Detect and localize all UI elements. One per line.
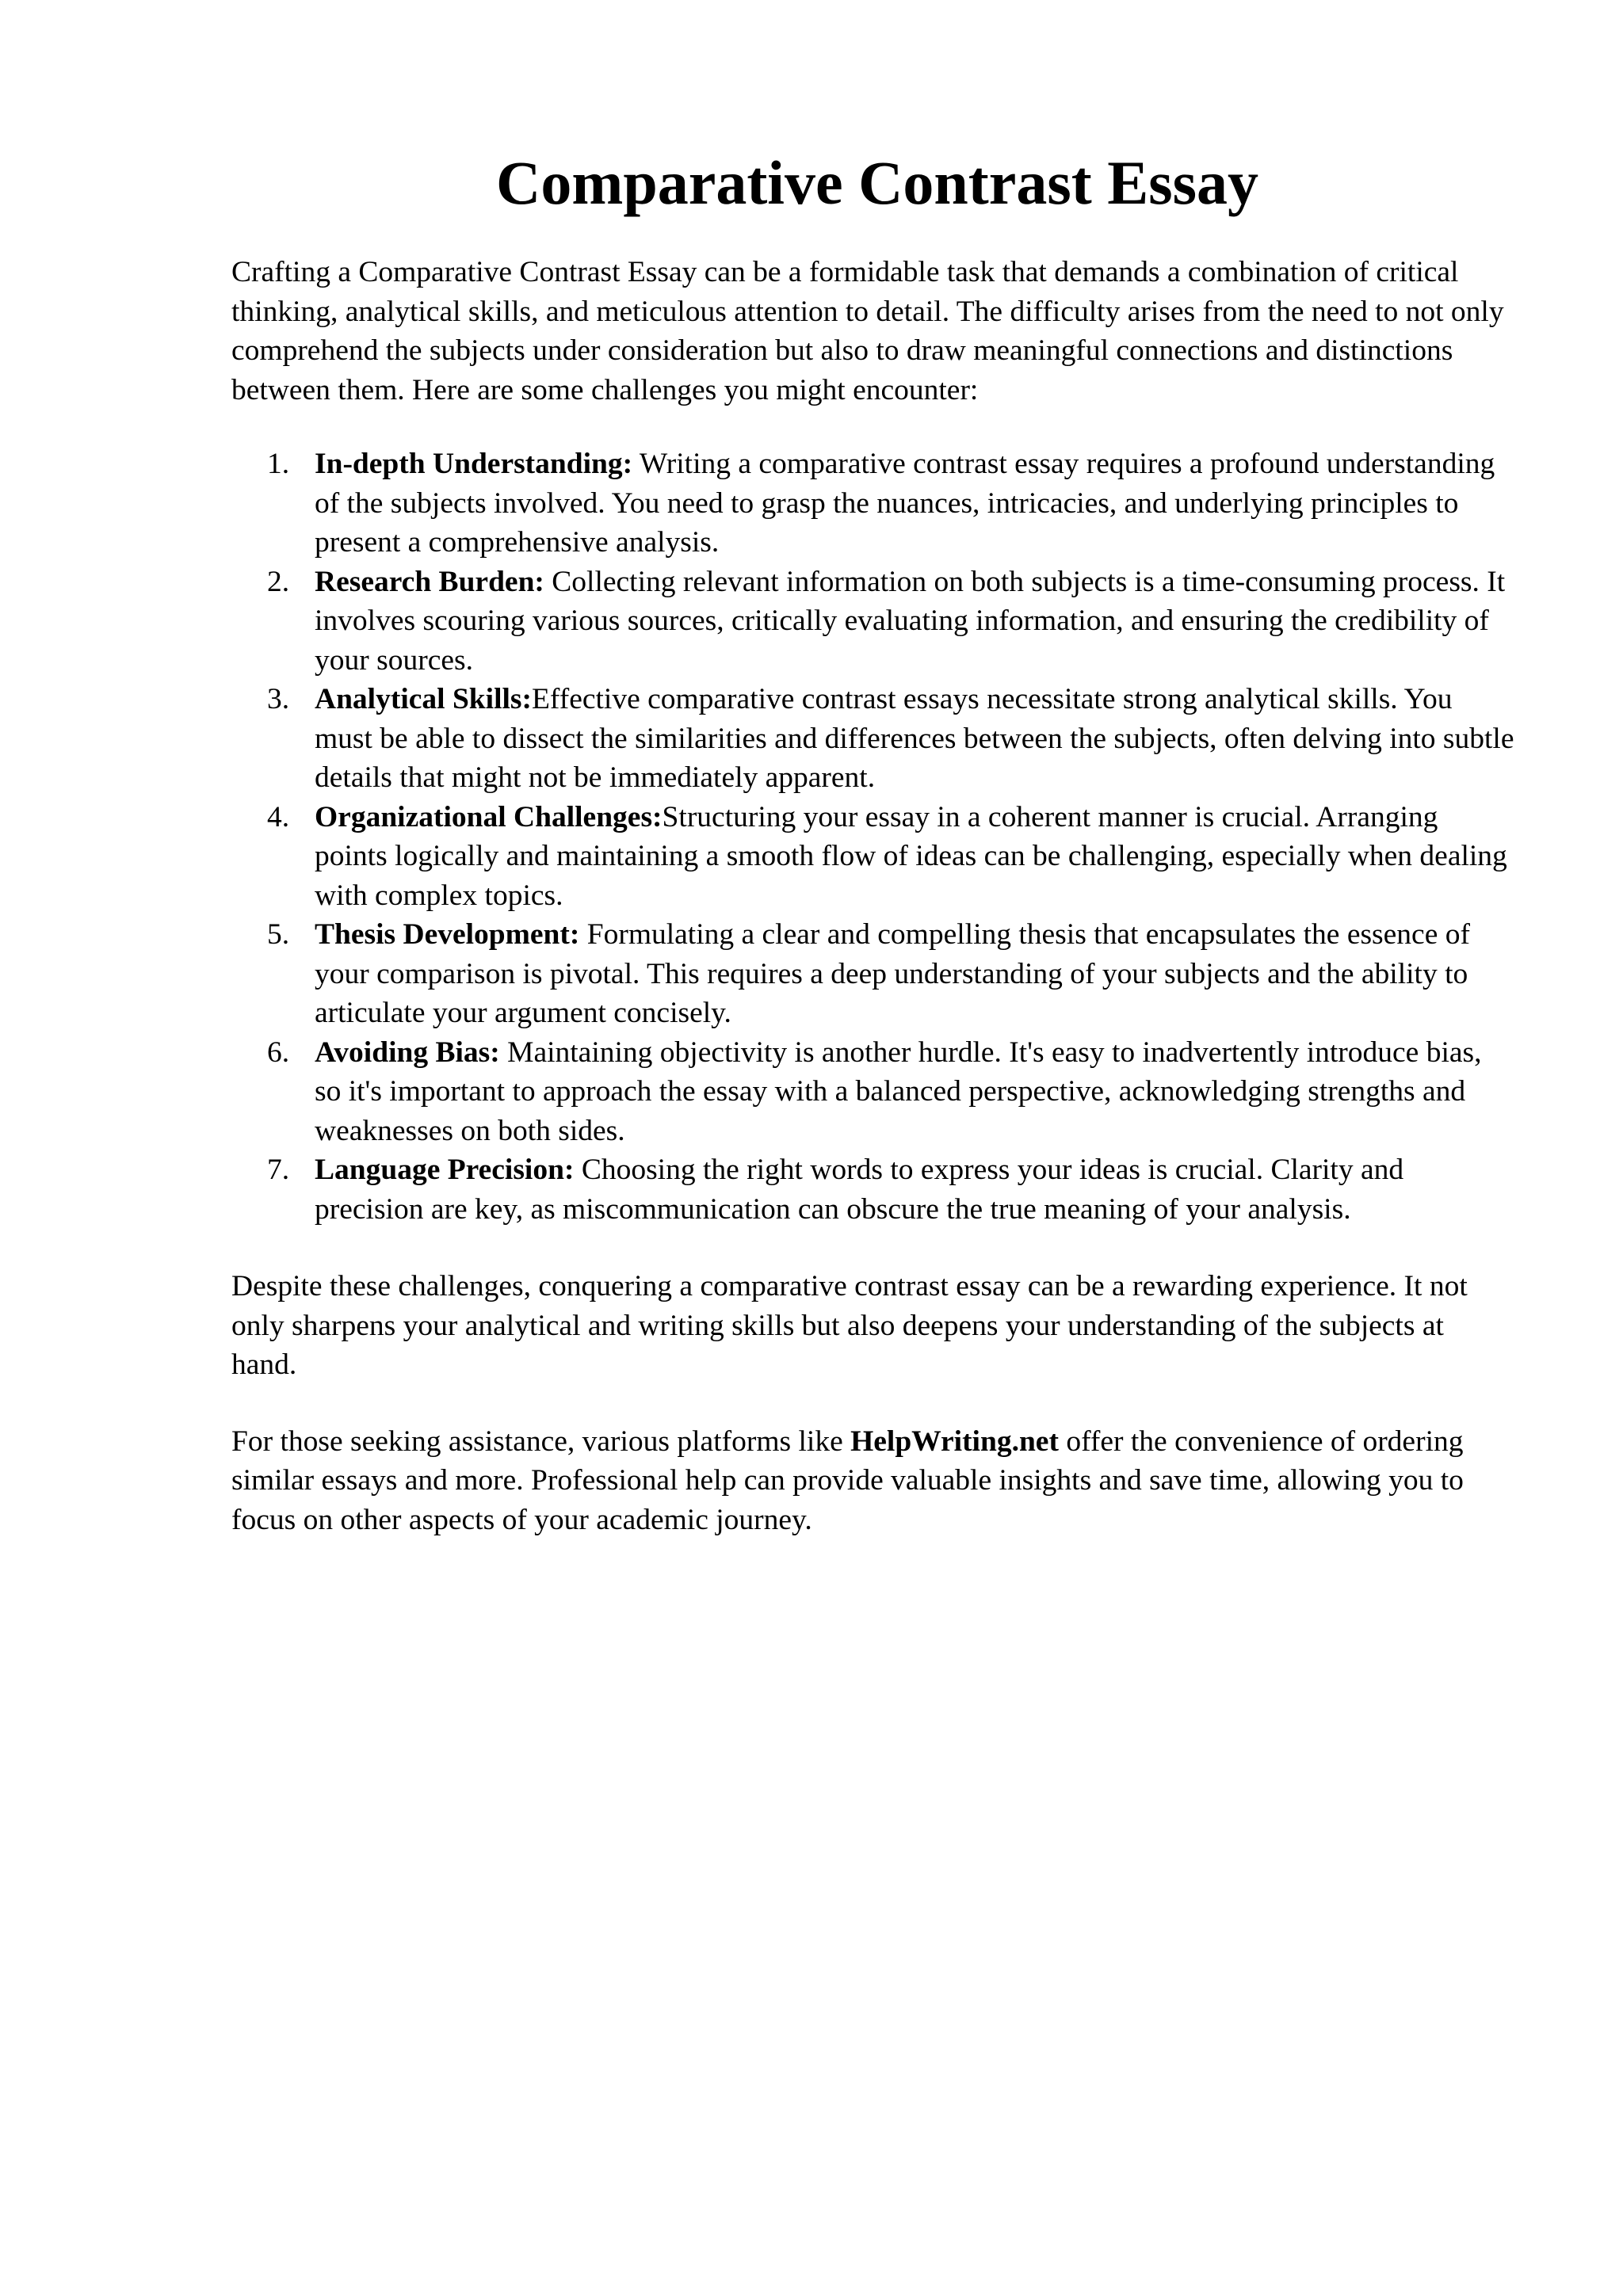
- list-item-text: Maintaining objectivity is another hurdle. It's easy to inadvertently introduce bias, so it's important to approach the essay with a balanced perspective, acknowledging strengths and weaknesses on both sides.: [315, 1035, 1482, 1147]
- list-item-number: 7.: [267, 1154, 290, 1187]
- list-item-title: Analytical Skills:: [315, 683, 532, 716]
- list-item-title: Avoiding Bias:: [315, 1035, 500, 1069]
- list-item: [231, 798, 1515, 916]
- list-item-text: Choosing the right words to express your ideas is crucial. Clarity and precision are key, as miscommunication can obscure the true meaning of your analysis.: [315, 1154, 1404, 1226]
- document-page: [231, 143, 1515, 1539]
- list-item-title: In-depth Understanding:: [315, 448, 633, 481]
- outro-text-before: For those seeking assistance, various platforms like: [231, 1425, 851, 1458]
- list-item: [231, 680, 1515, 798]
- list-item: [231, 915, 1515, 1033]
- list-item-title: Research Burden:: [315, 565, 544, 598]
- list-item-title: Thesis Development:: [315, 918, 580, 952]
- outro-text-after: offer the convenience of ordering similar essays and more. Professional help can provide valuable insights and save time, allowing you to focus on other aspects of your academic journey.: [231, 1425, 1464, 1536]
- list-item-number: 6.: [267, 1035, 290, 1069]
- list-item-text: Collecting relevant information on both subjects is a time-consuming process. It involves scouring various sources, critically evaluating information, and ensuring the credibility of your sources.: [315, 565, 1506, 677]
- closing-paragraph: Despite these challenges, conquering a comparative contrast essay can be a rewarding experience. It not only sharpens your analytical and writing skills but also deepens your understanding of the subjects at hand.: [231, 1270, 1468, 1382]
- list-item-text: Writing a comparative contrast essay requires a profound understanding of the subjects involved. You need to grasp the nuances, intricacies, and underlying principles to present a comprehensive analysis.: [315, 448, 1495, 559]
- list-item: [231, 1150, 1515, 1229]
- list-item-text: Structuring your essay in a coherent manner is crucial. Arranging points logically and maintaining a smooth flow of ideas can be challenging, especially when dealing with complex topics.: [315, 800, 1507, 912]
- list-item-text: Formulating a clear and compelling thesis that encapsulates the essence of your comparison is pivotal. This requires a deep understanding of your subjects and the ability to articulate your argument concisely.: [315, 918, 1470, 1030]
- challenges-list: [231, 444, 1515, 1229]
- intro-paragraph: Crafting a Comparative Contrast Essay can be a formidable task that demands a combination of critical thinking, analytical skills, and meticulous attention to detail. The difficulty arises from the need to not only comprehend the subjects under consideration but also to draw meaningful connections and distinctions between them. Here are some challenges you might encounter:: [231, 256, 1504, 406]
- helpwriting-link[interactable]: HelpWriting.net: [850, 1425, 1059, 1458]
- list-item: [231, 444, 1515, 563]
- list-item: [231, 563, 1515, 681]
- list-item-number: 1.: [267, 448, 290, 481]
- page-title: Comparative Contrast Essay: [496, 148, 1258, 217]
- outro-paragraph: [231, 1422, 1515, 1540]
- list-item-number: 4.: [267, 800, 290, 833]
- list-item: [231, 1033, 1515, 1151]
- list-item-title: Organizational Challenges:: [315, 800, 663, 833]
- list-item-number: 2.: [267, 565, 290, 598]
- list-item-number: 5.: [267, 918, 290, 952]
- list-item-title: Language Precision:: [315, 1154, 575, 1187]
- list-item-number: 3.: [267, 683, 290, 716]
- list-item-text: Effective comparative contrast essays necessitate strong analytical skills. You must be able to dissect the similarities and differences between the subjects, often delving into subtle details that might not be immediately apparent.: [315, 683, 1514, 795]
